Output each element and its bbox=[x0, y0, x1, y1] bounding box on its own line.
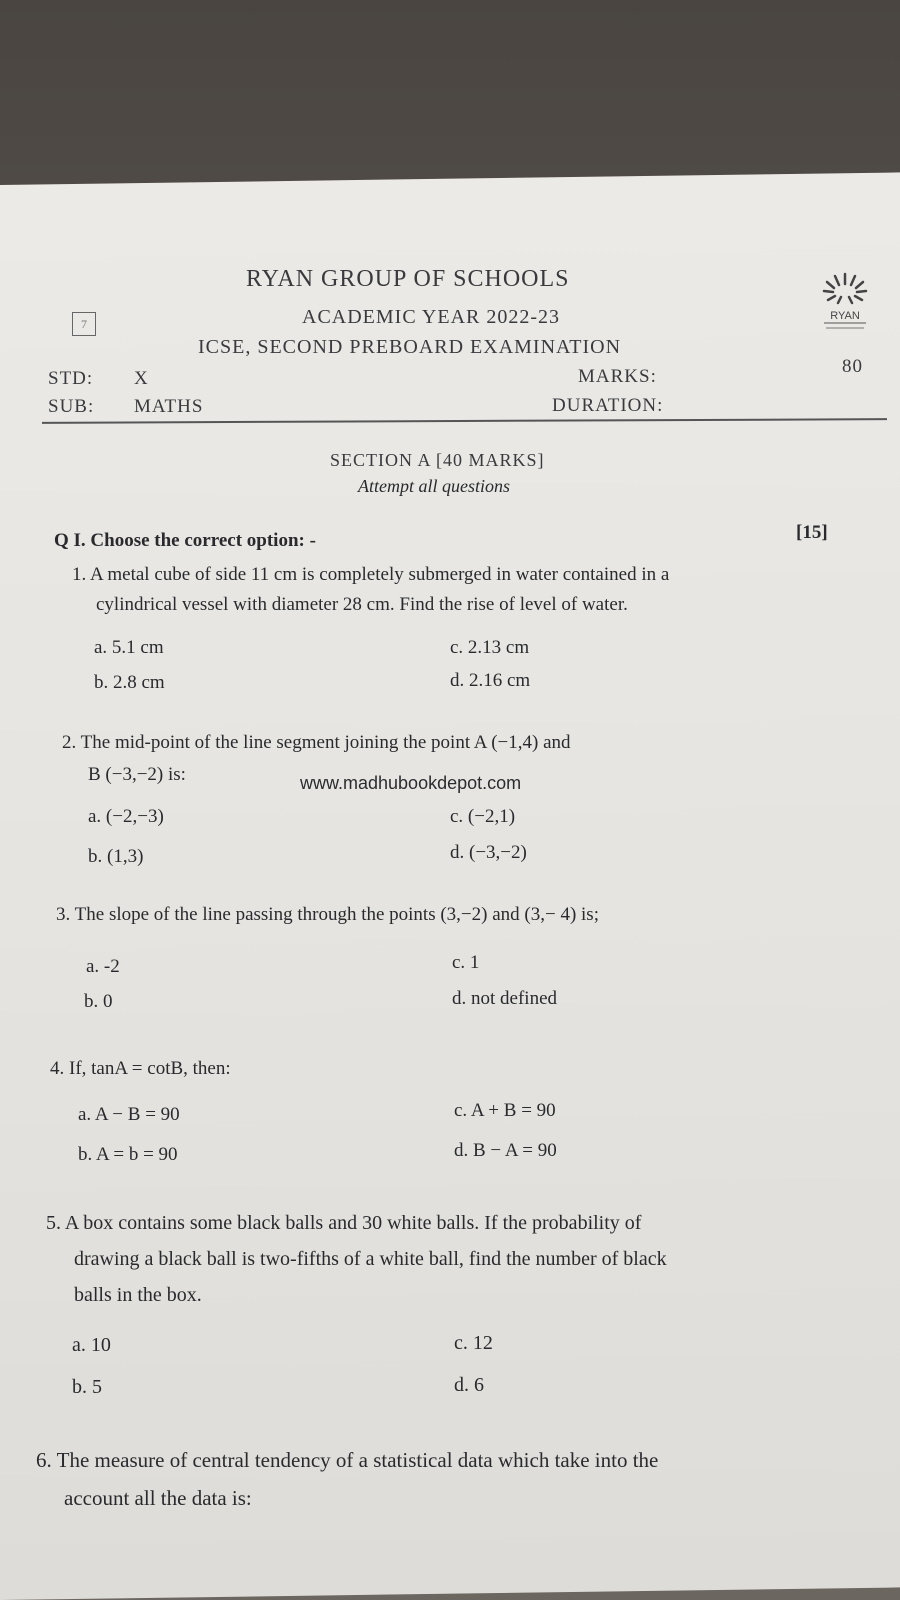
question-6-line-2: account all the data is: bbox=[64, 1486, 252, 1510]
question-1-line-1: 1. A metal cube of side 11 cm is completely submerged in water contained in a bbox=[72, 564, 670, 585]
question-2-line-2: B (−3,−2) is: bbox=[88, 764, 186, 785]
question-5-option-b: b. 5 bbox=[72, 1376, 102, 1398]
std-label: STD: bbox=[48, 368, 94, 389]
question-4-line-1: 4. If, tanA = cotB, then: bbox=[50, 1058, 231, 1079]
question-4-option-b: b. A = b = 90 bbox=[78, 1144, 178, 1165]
marks-value: 80 bbox=[842, 356, 863, 377]
question-3-option-b: b. 0 bbox=[84, 991, 113, 1012]
question-3-line-1: 3. The slope of the line passing through the points (3,−2) and (3,− 4) is; bbox=[56, 904, 599, 925]
duration-label: DURATION: bbox=[552, 395, 664, 416]
watermark-url: www.madhubookdepot.com bbox=[300, 773, 522, 793]
question-1-option-b: b. 2.8 cm bbox=[94, 672, 165, 693]
section-title: SECTION A [40 MARKS] bbox=[330, 450, 545, 470]
sub-label: SUB: bbox=[48, 396, 95, 417]
q1-marks: [15] bbox=[796, 522, 828, 543]
question-3-option-d: d. not defined bbox=[452, 988, 558, 1009]
section-subtitle: Attempt all questions bbox=[358, 476, 510, 496]
question-5-line-2: drawing a black ball is two-fifths of a white ball, find the number of black bbox=[74, 1248, 667, 1270]
question-5-line-1: 5. A box contains some black balls and 30 white balls. If the probability of bbox=[46, 1212, 642, 1234]
question-4-option-d: d. B − A = 90 bbox=[454, 1140, 557, 1161]
exam-title: ICSE, SECOND PREBOARD EXAMINATION bbox=[198, 336, 622, 358]
question-1-option-d: d. 2.16 cm bbox=[450, 670, 531, 691]
question-5-option-c: c. 12 bbox=[454, 1332, 493, 1354]
question-1-line-2: cylindrical vessel with diameter 28 cm. Find the rise of level of water. bbox=[96, 594, 628, 615]
question-2-option-b: b. (1,3) bbox=[88, 846, 144, 867]
question-1-option-a: a. 5.1 cm bbox=[94, 637, 164, 658]
question-2-option-a: a. (−2,−3) bbox=[88, 806, 164, 827]
question-4-option-a: a. A − B = 90 bbox=[78, 1104, 180, 1125]
question-4-option-c: c. A + B = 90 bbox=[454, 1100, 556, 1121]
sub-value: MATHS bbox=[134, 396, 204, 417]
question-5-option-a: a. 10 bbox=[72, 1334, 111, 1356]
marks-label: MARKS: bbox=[578, 366, 657, 387]
logo-text: RYAN bbox=[830, 310, 860, 322]
q1-heading: Q I. Choose the correct option: - bbox=[54, 530, 316, 551]
question-2-option-d: d. (−3,−2) bbox=[450, 842, 527, 863]
question-3-option-a: a. -2 bbox=[86, 956, 120, 977]
question-1-option-c: c. 2.13 cm bbox=[450, 637, 530, 658]
school-name: RYAN GROUP OF SCHOOLS bbox=[246, 266, 570, 292]
std-value: X bbox=[134, 368, 149, 389]
question-6-line-1: 6. The measure of central tendency of a statistical data which take into the bbox=[36, 1448, 659, 1472]
question-2-option-c: c. (−2,1) bbox=[450, 806, 516, 827]
question-3-option-c: c. 1 bbox=[452, 952, 480, 973]
ryan-logo-icon bbox=[818, 270, 872, 334]
question-5-line-3: balls in the box. bbox=[74, 1284, 202, 1306]
question-2-line-1: 2. The mid-point of the line segment joining the point A (−1,4) and bbox=[62, 732, 571, 753]
page-number-box: 7 bbox=[72, 312, 96, 336]
question-5-option-d: d. 6 bbox=[454, 1374, 484, 1396]
academic-year: ACADEMIC YEAR 2022-23 bbox=[302, 306, 561, 328]
